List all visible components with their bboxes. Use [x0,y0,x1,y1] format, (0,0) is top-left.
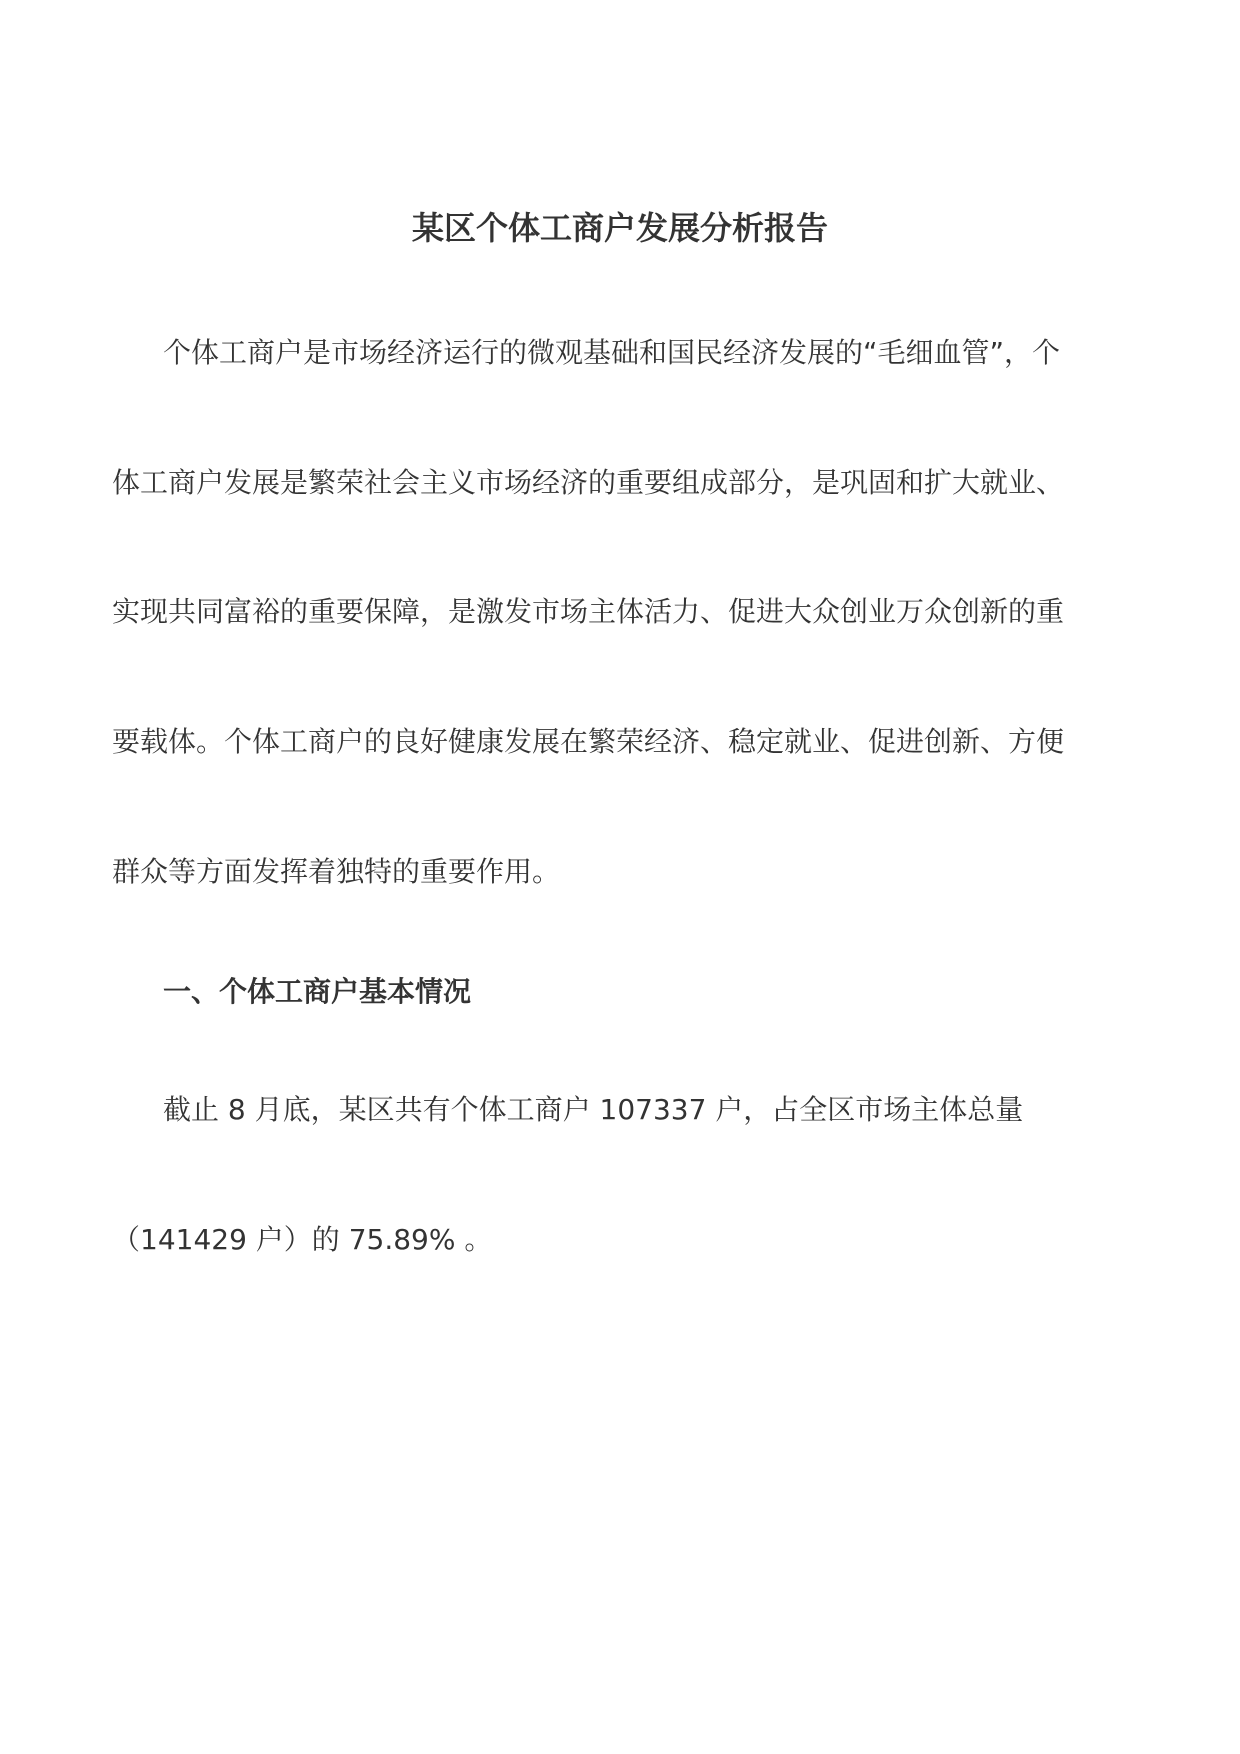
section-heading: 一、个体工商户基本情况 [163,975,472,1008]
intro-line-4: 要载体。个体工商户的良好健康发展在繁荣经济、稳定就业、促进创新、方便 [112,725,1065,758]
intro-line-1: 个体工商户是市场经济运行的微观基础和国民经济发展的“毛细血管”，个 [163,336,1061,369]
section-line-2: （141429 户）的 75.89% 。 [112,1223,493,1256]
intro-line-2: 体工商户发展是繁荣社会主义市场经济的重要组成部分，是巩固和扩大就业、 [112,466,1065,499]
section-line-1: 截止 8 月底，某区共有个体工商户 107337 户，占全区市场主体总量 [163,1093,1024,1126]
intro-line-5: 群众等方面发挥着独特的重要作用。 [112,855,561,888]
intro-line-3: 实现共同富裕的重要保障，是激发市场主体活力、促进大众创业万众创新的重 [112,595,1065,628]
document-title: 某区个体工商户发展分析报告 [411,209,828,247]
